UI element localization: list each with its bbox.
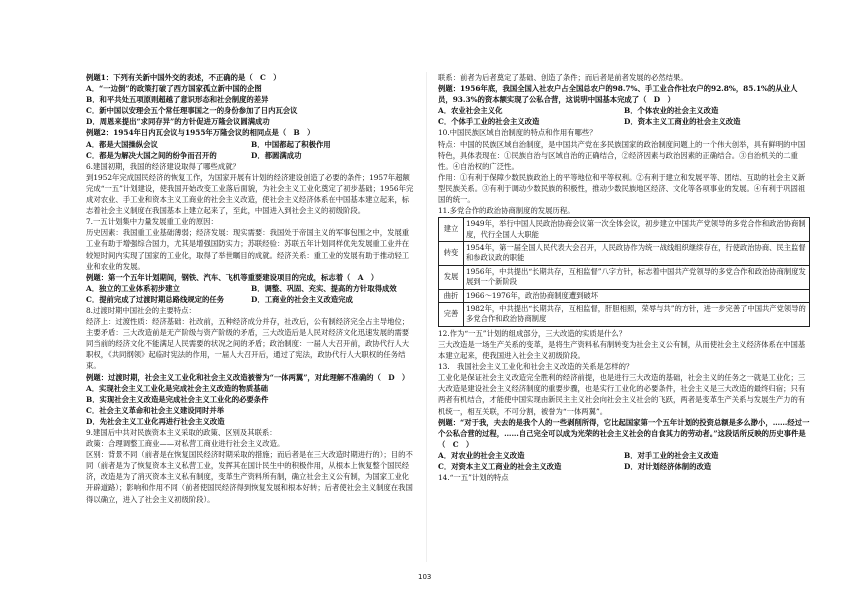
option-text: B．中国都起了积极作用 [251,139,331,149]
option-text: A．都是大国操纵会议 [86,139,158,149]
option-row [438,461,810,472]
stage-label: 曲折 [439,289,464,302]
exercise-line: 例题：1956年底，我国全国入社农户占全国总农户的98.7%、手工业合作社农户的92.8%，85.1%的从业人员，93.3%的资本额实现了公私合营，这说明中国基本完成了（ D ） [438,84,798,105]
exercise-line: 例题：“对于我，夫去的是我个人的一些剥削所得，它比起国家第一个五年计划的投资总额是多么渺小，……经过一个公私合营的过程，……自己完全可以成为光荣的社会主义社会的自食其力的劳动者。”这段话所反映的历史事件是（ C ） [438,417,810,449]
option-text: B．调整、巩固、充实、提高的方针取得成效 [251,283,397,293]
exercise-line: 例题1：下列有关新中国外交的表述，不正确的是（ C ） [86,73,281,82]
stage-label: 发展 [439,265,464,289]
option-text: A．农业社会主义化 [438,106,503,116]
body-paragraph: 13. 我国社会主义工业化和社会主义改造的关系是怎样的？ [438,362,634,372]
body-paragraph: 政策：合理调整工商业——对私营工商业进行社会主义改造。 [86,439,285,449]
option-text: C．提前完成了过渡时期总路线规定的任务 [86,294,225,304]
table-row [439,242,810,266]
body-paragraph: 12.作为“一五”计划的组成部分，三大改造的实质是什么？ [438,328,627,338]
option-text: D．对计划经济体制的改造 [624,462,712,471]
option-text: A．独立的工业体系初步建立 [86,283,180,293]
body-paragraph: 三大改造是一场生产关系的变革，是将生产资料私有制转变为社会主义公有制，从而使社会主义经济体系在中国基本建立起来，使我国进入社会主义初级阶段。 [438,339,806,361]
body-paragraph: 区别：背景不同（前者是在恢复国民经济时期采取的措施；而后者是在三大改造时期进行的）；目的不同（前者是为了恢复资本主义私营工业，发挥其在国计民生中的积极作用，从根本上恢复整个国民经济，改造是为了消灭资本主义私有制度，变革生产资料所有制，确立社会主义公有制，为国家工业化开辟道路）；影响和作用不同（前者使国民经济得到恢复发展和根本好转；后者使社会主义制度在我国得以确立，进入了社会主义初级阶段）。 [86,450,413,504]
exercise-line: 例题：过渡时期，社会主义工业化和社会主义改造被誉为“一体两翼”，对此理解不准确的（ D ） [86,372,410,382]
option-text: A．对农业的社会主义改造 [438,450,525,460]
exercise-line: D．周恩来提出“求同存异”的方针促进万隆会议圆满成功 [86,117,270,127]
option-text: D．工商业的社会主义改造完成 [251,294,353,304]
column-divider [426,72,427,562]
stage-description: 1966～1976年，政治协商制度遭到破坏 [464,289,810,302]
exercise-line: C．社会主义革命和社会主义建设同时并举 [86,405,225,415]
option-row [438,116,810,127]
body-paragraph: 到1952年完成国民经济的恢复工作，为国家开展有计划的经济建设创造了必要的条件；1957年超额完成“一五”计划建设，使我国开始改变工业落后面貌，为社会主义工业化奠定了初步基础；1956年完成对农业、手工业和资本主义工商业的社会主义改造，使社会主义经济体系在中国基本建立起来，标志着社会主义制度在我国基本上建立起来了，至此，中国进入到社会主义的初级阶段。 [86,172,414,216]
body-paragraph: 特点：中国的民族区域自治制度，是中国共产党在多民族国家的政治制度问题上的一个伟大创举，具有鲜明的中国特色，具体表现在：①民族自治与区域自治的正确结合，②经济因素与政治因素的正确结合。③自治机关的二重性。④自治权的广泛性。 [438,139,806,171]
body-paragraph: 10.中国民族区域自治制度的特点和作用有哪些？ [438,128,597,138]
body-paragraph: 8.过渡时期中国社会的主要特点： [86,305,196,315]
right-bottom-text [438,328,810,483]
body-paragraph: 9.建国后中共对民族资本主义采取的政策、区别及其联系： [86,428,277,437]
stage-label: 转变 [439,242,464,266]
exercise-line: D．先社会主义工业化再进行社会主义改造 [86,416,225,426]
body-paragraph: 14.“一五”计划的特点 [438,473,509,483]
table-row [439,218,810,242]
stage-description: 1949年，举行中国人民政治协商会议第一次全体会议，初步建立中国共产党领导的多党合作和政治协商制度，代行全国人大职能 [464,218,810,242]
option-row [86,139,416,150]
body-paragraph: 作用：①有利于保障少数民族政治上的平等地位和平等权利。②有利于建立和发展平等、团结、互助的社会主义新型民族关系。③有利于调动少数民族的积极性，推动少数民族地区经济、文化等各项事业的发展。④有利于巩固祖国的统一。 [438,172,806,205]
body-paragraph: 工业化是保证社会主义改造完全胜利的经济前提，也是进行三大改造的基础，社会主义的任务之一就是工业化；三大改造是建设社会主义经济制度的重要步骤，也是实行工业化的必要条件，社会主义是三大改造的最终归宿；只有两者有机结合，才能使中国实现由新民主主义社会向社会主义社会的飞跃，两者是变革生产关系与发展生产力的有机统一，相互关联，不可分割，被誉为“一体两翼”。 [438,373,806,416]
exercise-line: B．实现社会主义改造是完成社会主义工业化的必要条件 [86,394,269,404]
exercise-line: C．新中国以安理会五个常任理事国之一的身份参加了日内瓦会议 [86,106,298,116]
right-column [438,72,810,483]
option-text: B．对手工业的社会主义改造 [624,450,719,460]
stage-description: 1956年，中共提出“长期共存，互相监督”八字方针，标志着中国共产党领导的多党合作和政治协商制度发展到一个新阶段 [464,265,810,289]
table-row [439,265,810,289]
option-row [86,150,416,161]
right-top-text [438,72,810,216]
table-row [439,289,810,302]
option-row [438,450,810,461]
exercise-line: B．和平共处五项原则超越了意识形态和社会制度的差异 [86,95,269,105]
political-consultation-table [438,217,810,327]
option-text: D．都圆满成功 [251,150,302,160]
body-paragraph: 11.多党合作的政治协商制度的发展历程。 [438,206,575,216]
body-paragraph: 7.一五计划集中力量发展重工业的原因： [86,217,218,227]
stage-description: 1982年，中共提出“长期共存，互相监督，肝胆相照，荣辱与共”的方针，进一步完善了中国共产党领导的多党合作和政治协商制度 [464,303,810,327]
stage-label: 完善 [439,303,464,327]
body-paragraph: 历史因素：我国重工业基础薄弱；经济发展：现实需要：我国处于帝国主义的军事包围之中，发展重工业有助于增强综合国力，尤其是增强国防实力；苏联经验：苏联五年计划同样优先发展重工业并在较短时间内实现了国家的工业化，取得了举世瞩目的成就。经济关系：重工业的发展有助于推动轻工业和农业的发展。 [86,228,410,271]
option-text: C．对资本主义工商业的社会主义改造 [438,462,562,471]
body-paragraph: 联系：前者为后者奠定了基础、创造了条件；而后者是前者发展的必然结果。 [438,73,688,82]
stage-label: 建立 [439,218,464,242]
stage-description: 1954年，第一届全国人民代表大会召开，人民政协作为统一战线组织继续存在，行使政治协商、民主监督和参政议政的职能 [464,242,810,266]
option-text: C．都是为解决大国之间的纷争而召开的 [86,150,217,160]
body-paragraph: 经济上：过渡性质：经济基础：社改前，五种经济成分并存，社改后，公有制经济完全占主导地位；主要矛盾：三大改造前是无产阶级与资产阶级的矛盾，三大改造后是人民对经济文化迅速发展的需要同当前的经济文化不能满足人民需要的状况之间的矛盾；政治制度：一届人大召开前，政协代行人大职权，《共同纲领》起临时宪法的作用，一届人大召开后，通过了宪法，政协代行人大职权的任务结束。 [86,317,410,371]
option-row [86,283,416,294]
exercise-line: 例题2：1954年日内瓦会议与1955年万隆会议的相同点是（ B ） [86,128,315,138]
exercise-line: A．实现社会主义工业化是完成社会主义改造的物质基础 [86,383,268,393]
option-text: C．个体手工业的社会主义改造 [438,117,540,127]
left-column [86,72,416,505]
table-row [439,303,810,327]
exercise-line: A．“一边倒”的政策打破了西方国家孤立新中国的企图 [86,84,262,94]
option-text: D．资本主义工商业的社会主义改造 [624,117,741,127]
exercise-line: 例题：第一个五年计划期间，钢铁、汽车、飞机等重要建设项目的完成，标志着（ A ） [86,272,379,282]
body-paragraph: 6.建国初期，我国的经济建设取得了哪些成就？ [86,161,240,171]
page-number: 103 [418,573,432,581]
option-text: B．个体农业的社会主义改造 [624,106,719,116]
option-row [86,294,416,305]
option-row [438,105,810,116]
